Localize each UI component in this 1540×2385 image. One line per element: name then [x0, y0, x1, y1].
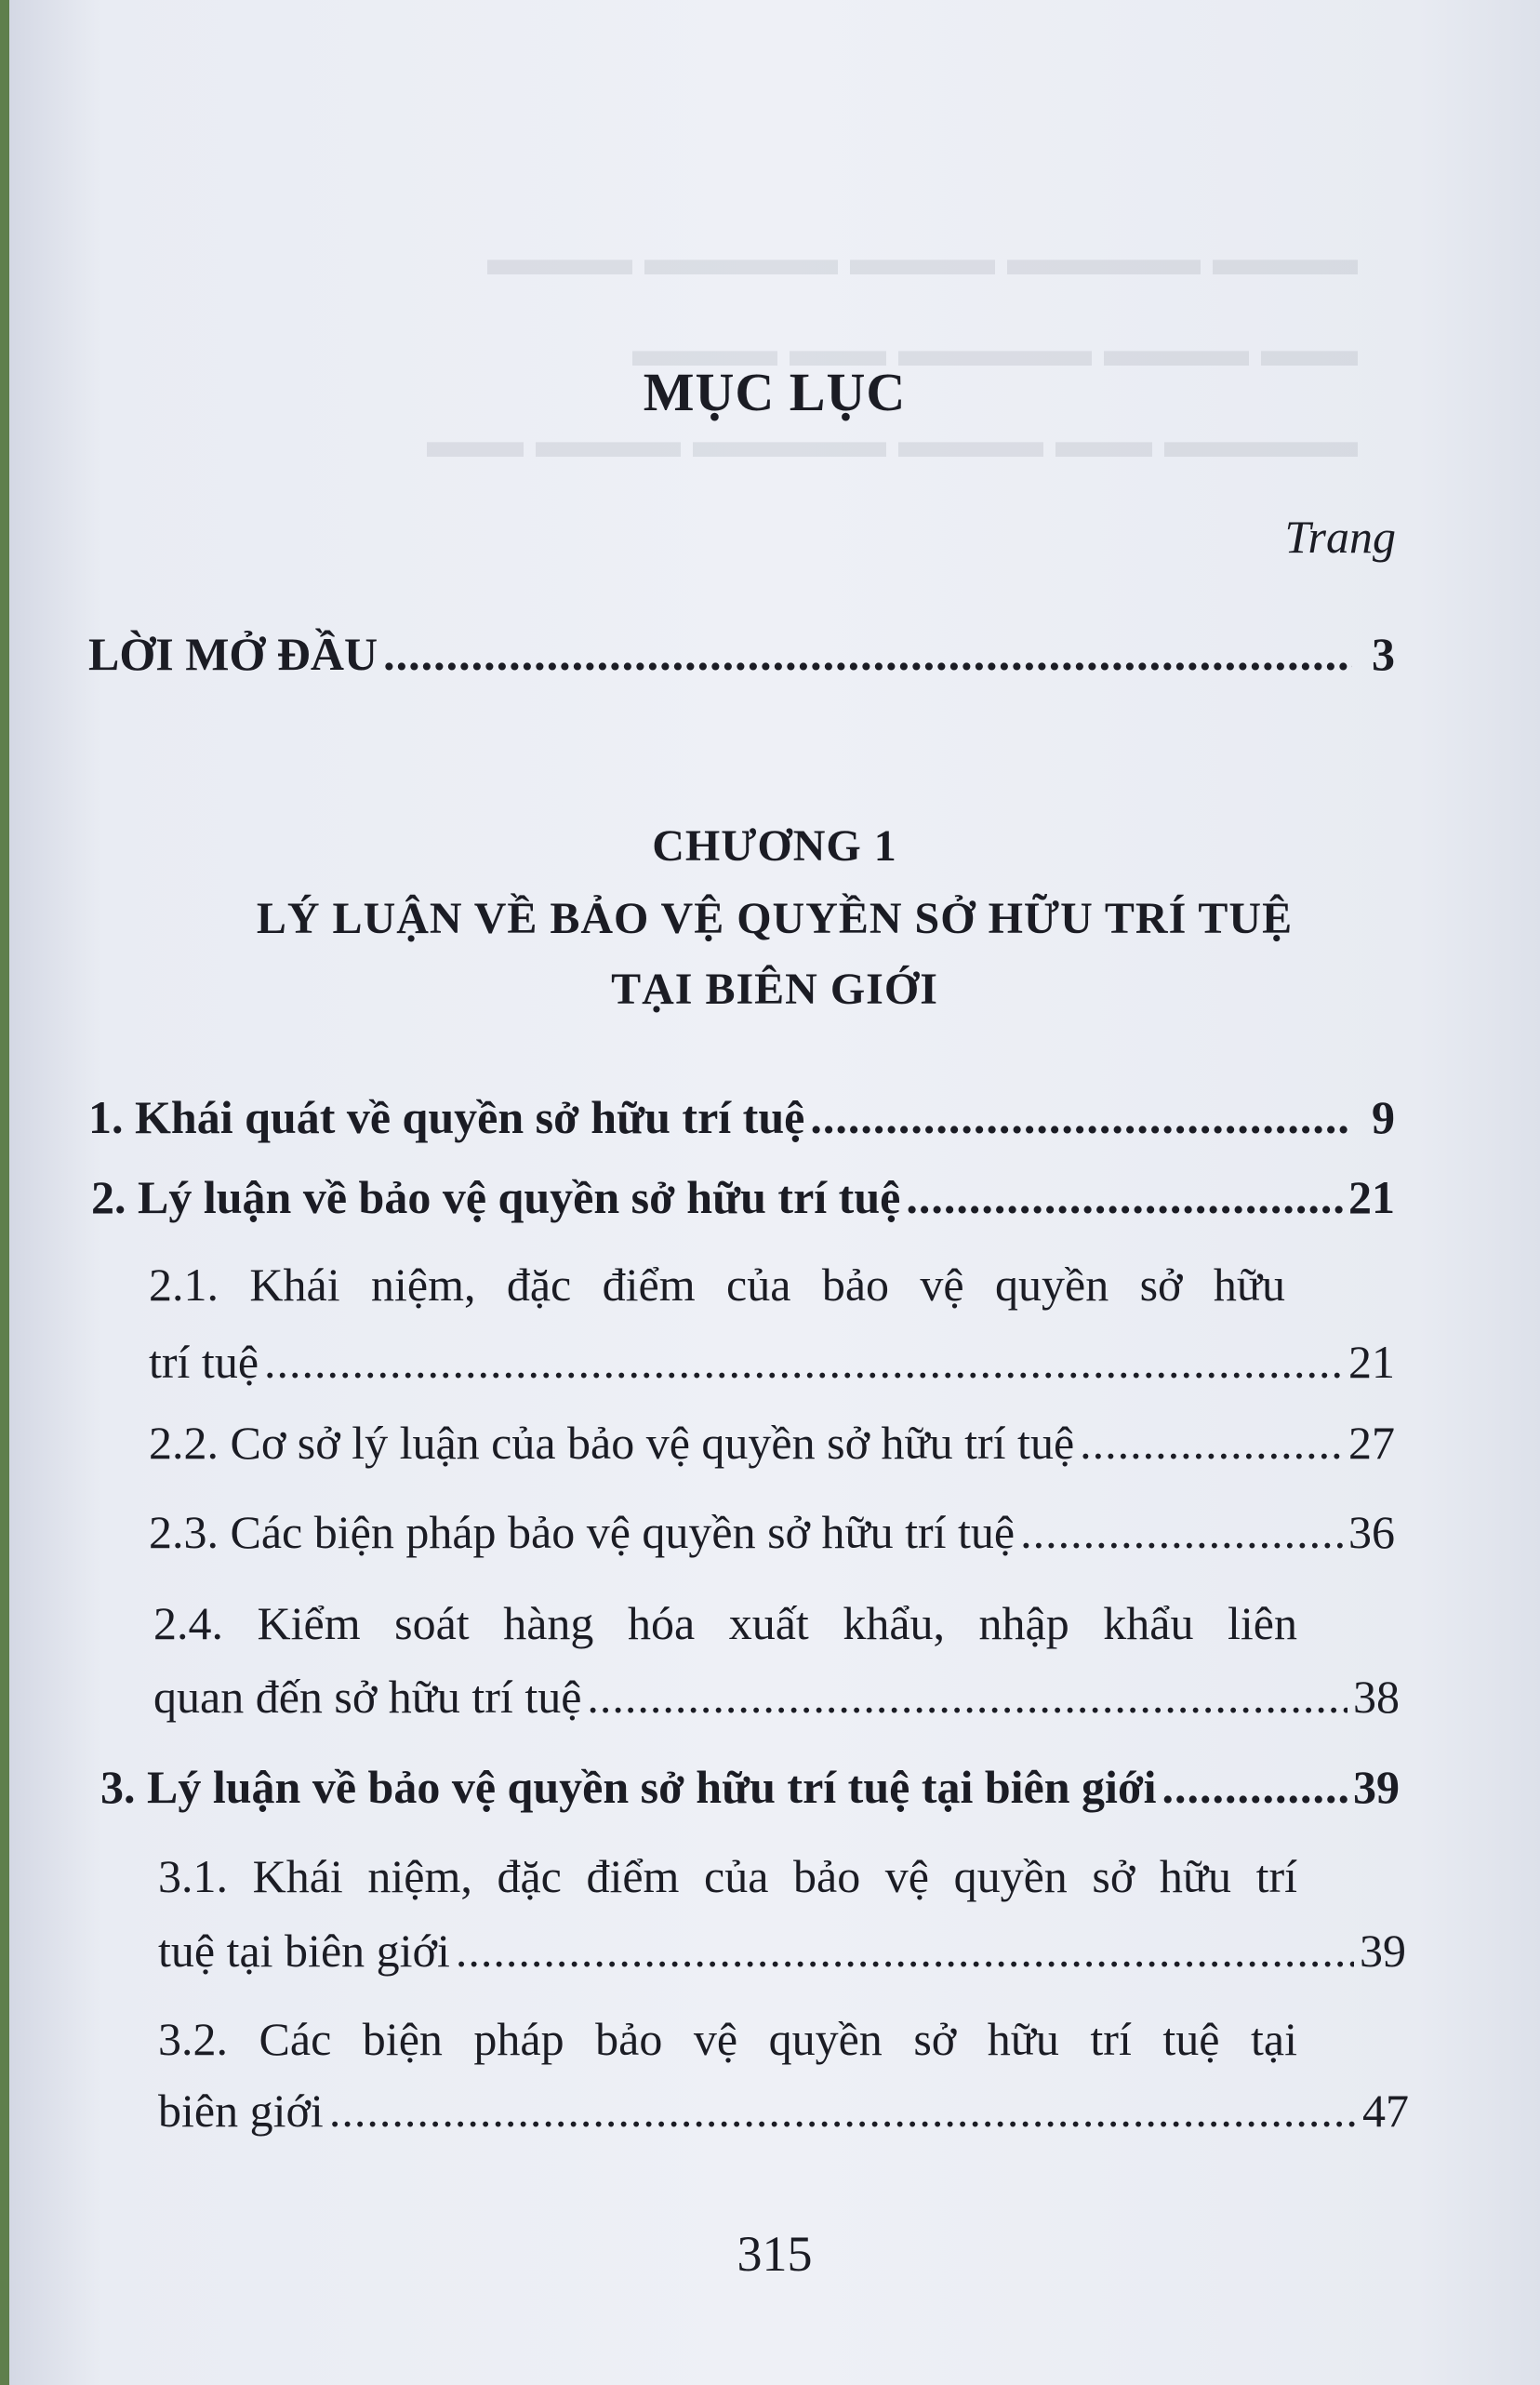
toc-entry-label: 1. Khái quát về quyền sở hữu trí tuệ [88, 1091, 805, 1143]
toc-entry-3-1[interactable] [158, 1924, 1406, 1978]
chapter-number: CHƯƠNG 1 [652, 821, 897, 871]
book-page [9, 0, 1540, 2385]
toc-entry-label: 2.3. Các biện pháp bảo vệ quyền sở hữu trí tuệ [149, 1506, 1016, 1558]
toc-page-number: 47 [1362, 2085, 1409, 2137]
toc-entry-label: tuệ tại biên giới [158, 1925, 450, 1977]
dot-leader [587, 1670, 1348, 1724]
dot-leader [810, 1090, 1352, 1144]
toc-page-number: 36 [1348, 1506, 1395, 1558]
toc-entry-intro[interactable] [88, 627, 1395, 681]
dot-leader [383, 627, 1352, 681]
toc-entry-3[interactable] [100, 1760, 1400, 1814]
toc-page-number: 21 [1348, 1336, 1395, 1388]
toc-page-number: 21 [1348, 1171, 1395, 1223]
toc-entry-label: quan đến sở hữu trí tuệ [153, 1671, 582, 1723]
toc-entry-2[interactable] [91, 1170, 1395, 1224]
page-number: 315 [737, 2226, 813, 2282]
toc-entry-label: LỜI MỞ ĐẦU [88, 628, 378, 680]
toc-entry-3-2[interactable] [158, 2084, 1409, 2138]
dot-leader [1080, 1416, 1343, 1470]
toc-entry-2-1[interactable] [149, 1335, 1395, 1389]
toc-entry-label: trí tuệ [149, 1336, 259, 1388]
toc-entry-label: 2. Lý luận về bảo vệ quyền sở hữu trí tuệ [91, 1171, 901, 1223]
toc-page-number: 3 [1372, 628, 1395, 680]
dot-leader [1162, 1760, 1348, 1814]
toc-page-number: 39 [1353, 1761, 1400, 1813]
dot-leader [906, 1170, 1343, 1224]
toc-entry-3-2-line1: 3.2. Các biện pháp bảo vệ quyền sở hữu trí tuệ tại [158, 2013, 1297, 2065]
toc-entry-3-1-line1: 3.1. Khái niệm, đặc điểm của bảo vệ quyền sở hữu trí [158, 1850, 1297, 1902]
toc-page-number: 38 [1353, 1671, 1400, 1723]
toc-entry-2-4-line1: 2.4. Kiểm soát hàng hóa xuất khẩu, nhập khẩu liên [153, 1597, 1297, 1649]
dot-leader [1020, 1505, 1343, 1559]
dot-leader [456, 1924, 1354, 1978]
toc-entry-label: 3. Lý luận về bảo vệ quyền sở hữu trí tuệ tại biên giới [100, 1761, 1157, 1813]
chapter-title-line2: TẠI BIÊN GIỚI [611, 965, 938, 1014]
toc-entry-1[interactable] [88, 1090, 1395, 1144]
toc-entry-2-4[interactable] [153, 1670, 1400, 1724]
toc-entry-2-1-line1: 2.1. Khái niệm, đặc điểm của bảo vệ quyền sở hữu [149, 1259, 1285, 1311]
toc-page-number: 9 [1372, 1091, 1395, 1143]
dot-leader [329, 2084, 1357, 2138]
toc-entry-label: biên giới [158, 2085, 324, 2137]
chapter-title-line1: LÝ LUẬN VỀ BẢO VỆ QUYỀN SỞ HỮU TRÍ TUỆ [256, 894, 1294, 943]
toc-page-number: 27 [1348, 1417, 1395, 1469]
page-title: MỤC LỤC [643, 362, 907, 422]
toc-entry-2-3[interactable] [149, 1505, 1395, 1559]
toc-entry-label: 2.2. Cơ sở lý luận của bảo vệ quyền sở hữu trí tuệ [149, 1417, 1075, 1469]
page-column-label: Trang [1284, 511, 1396, 563]
bleed-through-text: ▬▬▬ ▬▬▬▬ ▬▬▬ ▬▬▬▬ ▬▬▬ ▬▬ ▬▬▬ ▬▬▬▬ ▬▬ ▬▬▬ ▬▬▬▬ ▬▬ ▬▬▬ ▬▬▬▬ ▬▬▬ ▬▬ [427, 233, 1358, 468]
dot-leader [264, 1335, 1343, 1389]
toc-entry-2-2[interactable] [149, 1416, 1395, 1470]
toc-page-number: 39 [1360, 1925, 1406, 1977]
